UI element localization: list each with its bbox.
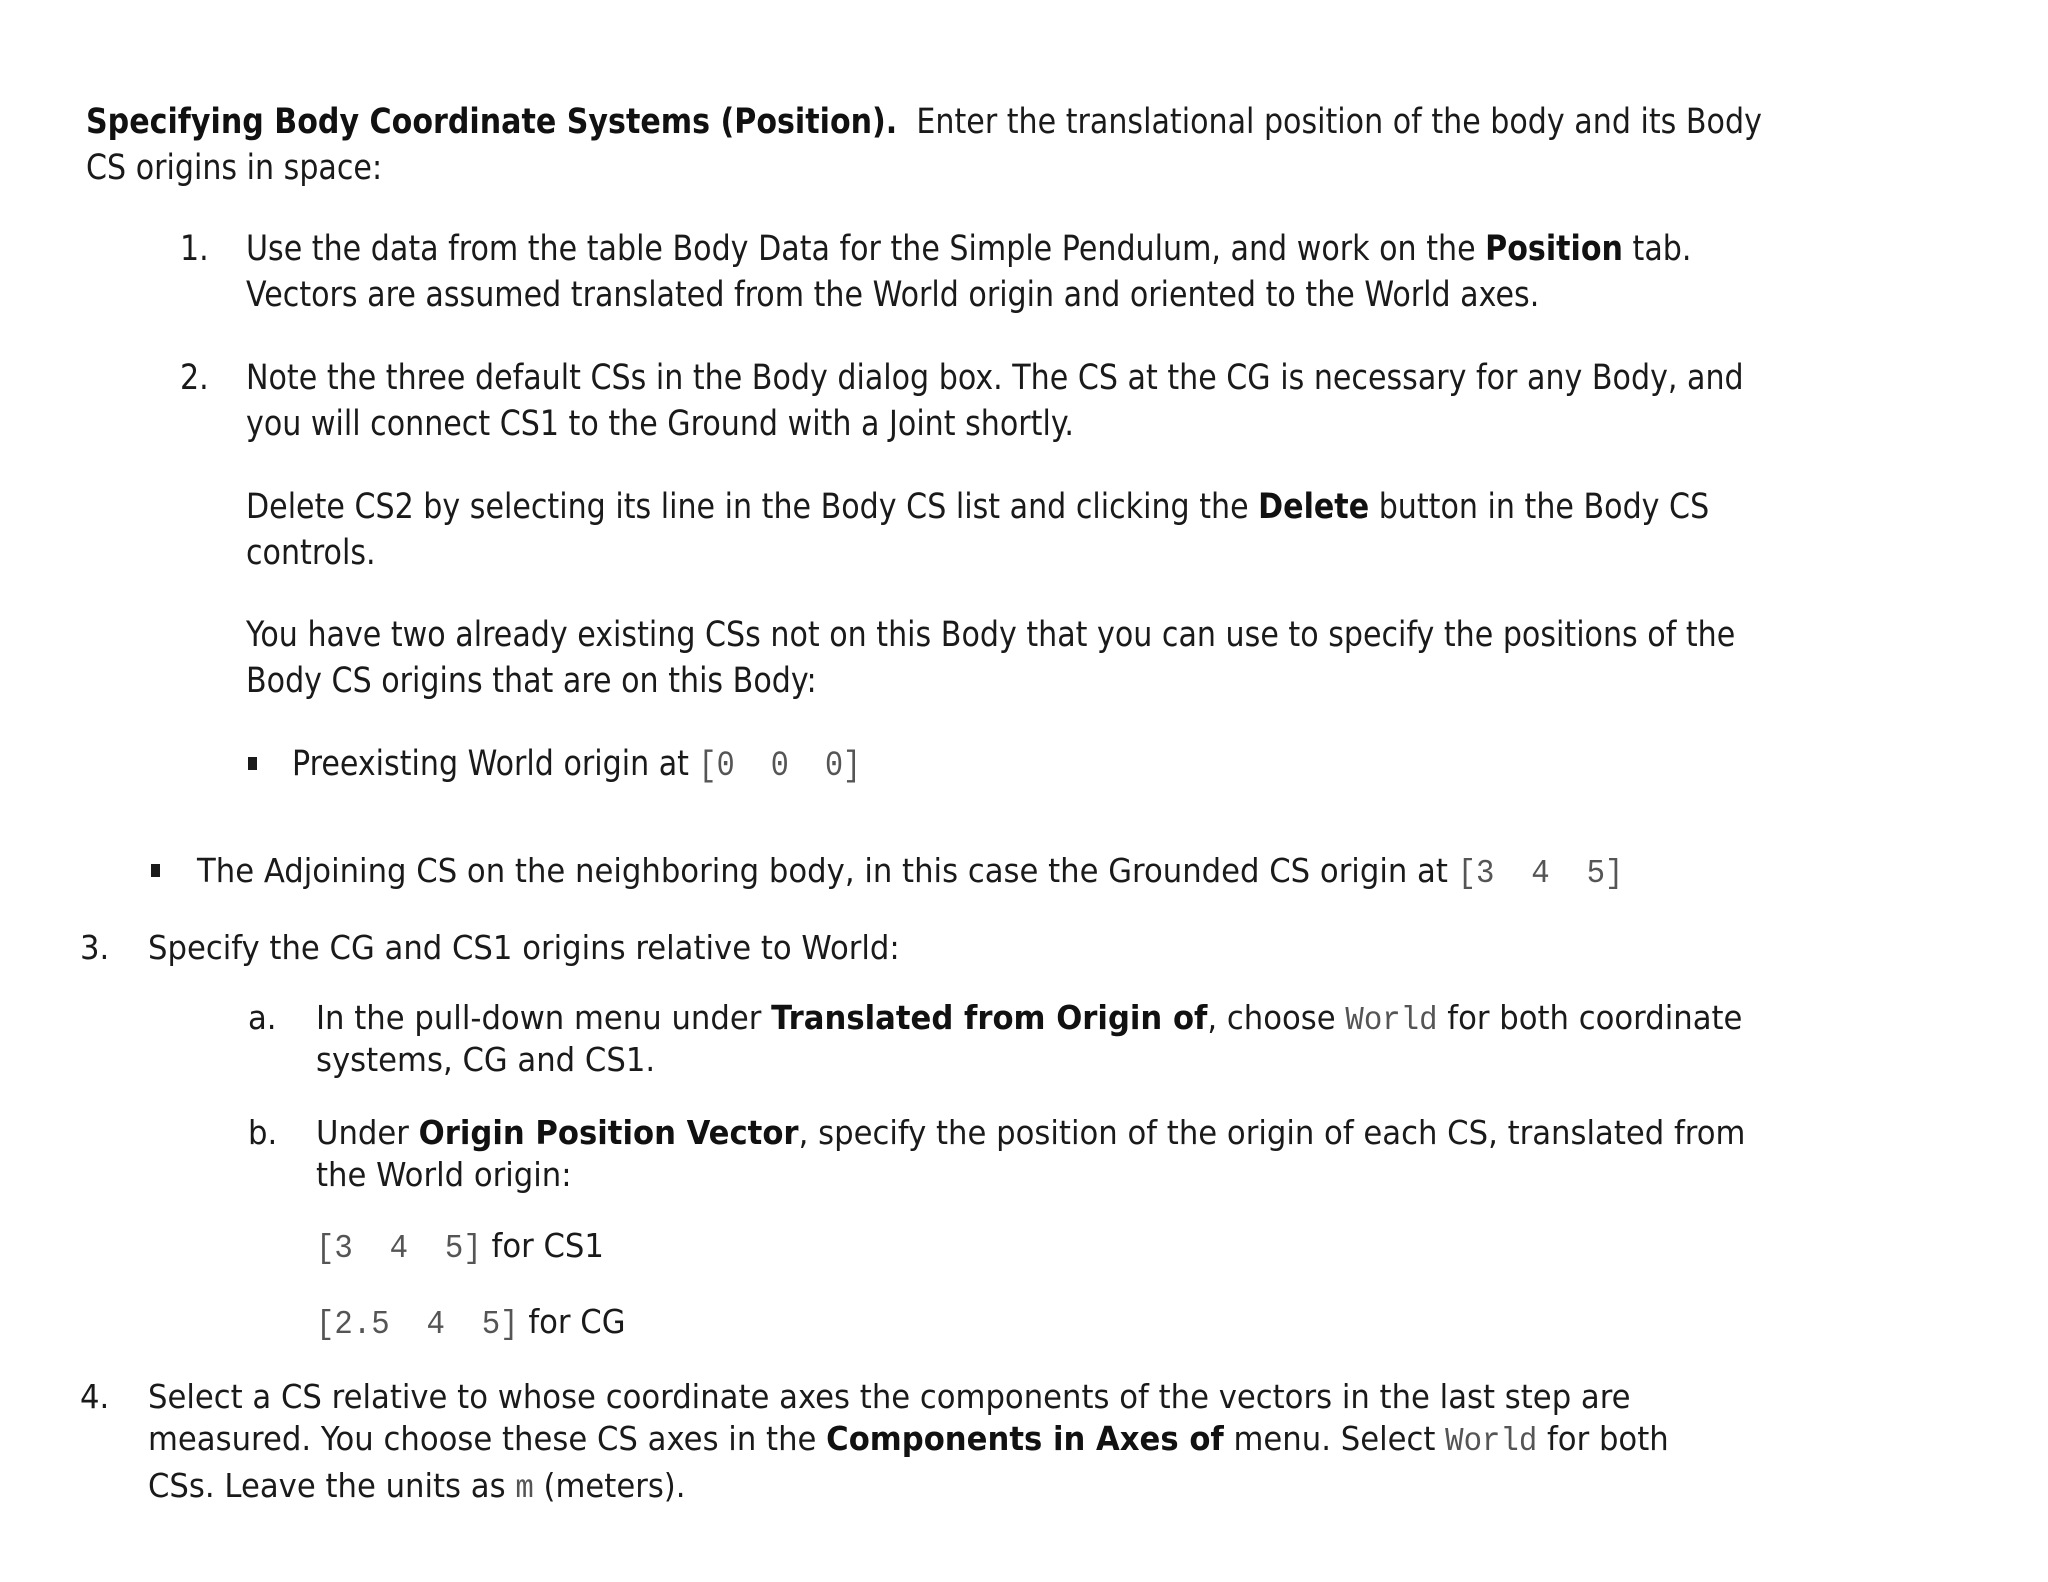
intro-line-1 xyxy=(86,99,2035,145)
step-3a-line-2: systems, CG and CS1. xyxy=(316,1040,656,1079)
code-vector: [0 0 0] xyxy=(698,746,862,786)
step-2-para-3-line-1: You have two already existing CSs not on this Body that you can use to specify the positions of the xyxy=(246,615,1736,655)
code-vector: [3 4 5] xyxy=(1457,855,1624,892)
step-4-line-3: CSs. Leave the units as m (meters). xyxy=(148,1466,686,1507)
bullet-marker xyxy=(248,757,257,770)
step-2-line-2: you will connect CS1 to the Ground with a Joint shortly. xyxy=(246,404,1074,444)
vector-cg: [2.5 4 5] for CG xyxy=(316,1302,626,1343)
step-3b-letter: b. xyxy=(248,1113,278,1152)
position-tab-label: Position xyxy=(1485,229,1623,269)
step-3-text: Specify the CG and CS1 origins relative to World: xyxy=(148,928,900,967)
section-heading: Specifying Body Coordinate Systems (Position). xyxy=(86,102,898,142)
code-vector: [3 4 5] xyxy=(316,1230,482,1267)
step-1-line-2: Vectors are assumed translated from the World origin and oriented to the World axes. xyxy=(246,275,1540,315)
bullet-world-origin: Preexisting World origin at [0 0 0] xyxy=(292,744,862,786)
intro-text: Enter the translational position of the body and its Body xyxy=(916,102,1762,142)
step-4-number: 4. xyxy=(80,1377,110,1416)
vector-cs1: [3 4 5] for CS1 xyxy=(316,1226,604,1267)
origin-position-vector-label: Origin Position Vector xyxy=(418,1113,799,1152)
step-2-para-2-line-2: controls. xyxy=(246,533,376,573)
code-world: World xyxy=(1445,1423,1538,1460)
components-in-axes-menu-label: Components in Axes of xyxy=(826,1419,1224,1458)
step-4-line-2: measured. You choose these CS axes in the Components in Axes of menu. Select World for both xyxy=(148,1419,1669,1460)
step-2-line-1: Note the three default CSs in the Body dialog box. The CS at the CG is necessary for any Body, and xyxy=(246,358,1744,398)
intro-line-2: CS origins in space: xyxy=(86,148,383,188)
translated-from-origin-menu-label: Translated from Origin of xyxy=(771,998,1208,1037)
step-4-line-1: Select a CS relative to whose coordinate axes the components of the vectors in the last step are xyxy=(148,1377,1631,1416)
code-units: m xyxy=(515,1470,534,1507)
code-vector: [2.5 4 5] xyxy=(316,1306,519,1343)
step-1-line-1: Use the data from the table Body Data for the Simple Pendulum, and work on the Position tab. xyxy=(246,229,1692,269)
step-3-number: 3. xyxy=(80,928,110,967)
bullet-marker xyxy=(151,864,160,877)
step-2-para-2-line-1: Delete CS2 by selecting its line in the Body CS list and clicking the Delete button in the Body CS xyxy=(246,487,1710,527)
code-world: World xyxy=(1345,1002,1438,1039)
step-2-number: 2. xyxy=(180,358,209,398)
bullet-adjoining-cs: The Adjoining CS on the neighboring body, in this case the Grounded CS origin at [3 4 5] xyxy=(197,851,1624,892)
step-1-number: 1. xyxy=(180,229,209,269)
step-3a-letter: a. xyxy=(248,998,277,1037)
step-3a-line-1: In the pull-down menu under Translated from Origin of, choose World for both coordinate xyxy=(316,998,1743,1039)
step-3b-line-2: the World origin: xyxy=(316,1155,572,1194)
step-2-para-3-line-2: Body CS origins that are on this Body: xyxy=(246,661,817,701)
delete-button-label: Delete xyxy=(1258,487,1370,527)
step-3b-line-1: Under Origin Position Vector, specify the position of the origin of each CS, translated from xyxy=(316,1113,1746,1152)
